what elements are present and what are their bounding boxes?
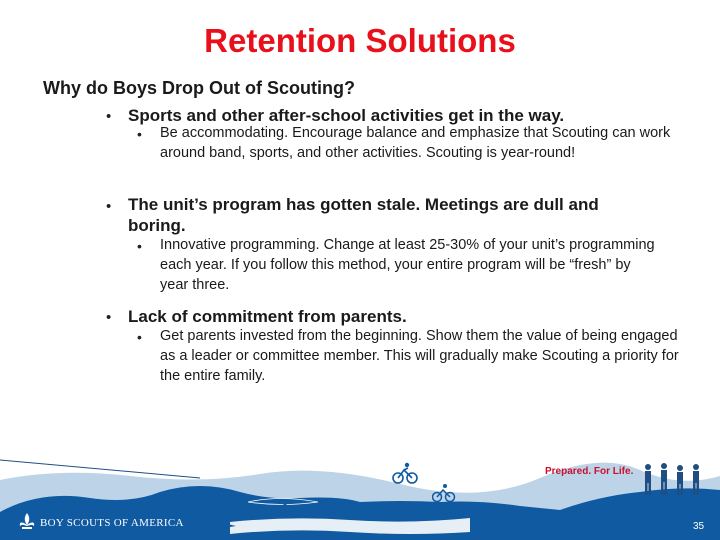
- cyclist-icon: [392, 462, 418, 484]
- fleur-de-lis-icon: [18, 512, 36, 532]
- tagline: Prepared. For Life.: [545, 466, 634, 477]
- cyclist-icon: [432, 483, 456, 503]
- point-1-detail: Be accommodating. Encourage balance and emphasize that Scouting can work around band, sports, and other activities. Scouting is year-round!: [160, 125, 671, 161]
- brand-name: BOY SCOUTS OF AMERICA: [40, 517, 184, 529]
- point-3-detail: Get parents invested from the beginning. Show them the value of being engaged as a leader or committee member. This will gradually make Scouting a priority for the entire family.: [160, 328, 679, 384]
- sub-bullet-2: •: [137, 238, 142, 254]
- point-1-heading: Sports and other after-school activities get in the way.: [128, 106, 565, 125]
- bullet-3: •: [106, 309, 112, 326]
- slide-subtitle: Why do Boys Drop Out of Scouting?: [43, 78, 355, 98]
- point-2-heading: The unit’s program has gotten stale. Meetings are dull and boring.: [128, 195, 599, 235]
- sub-bullet-3: •: [137, 329, 142, 345]
- sub-bullet-1: •: [137, 126, 142, 142]
- point-3-heading: Lack of commitment from parents.: [128, 307, 407, 326]
- point-2-detail: Innovative programming. Change at least 25-30% of your unit’s programming each year. If you follow this method, your entire program will be “fresh” by year three.: [160, 237, 655, 293]
- page-number: 35: [693, 521, 705, 532]
- hiker-icon: [640, 462, 712, 496]
- bullet-2: •: [106, 198, 112, 215]
- bullet-1: •: [106, 108, 112, 125]
- slide-title: Retention Solutions: [204, 22, 516, 59]
